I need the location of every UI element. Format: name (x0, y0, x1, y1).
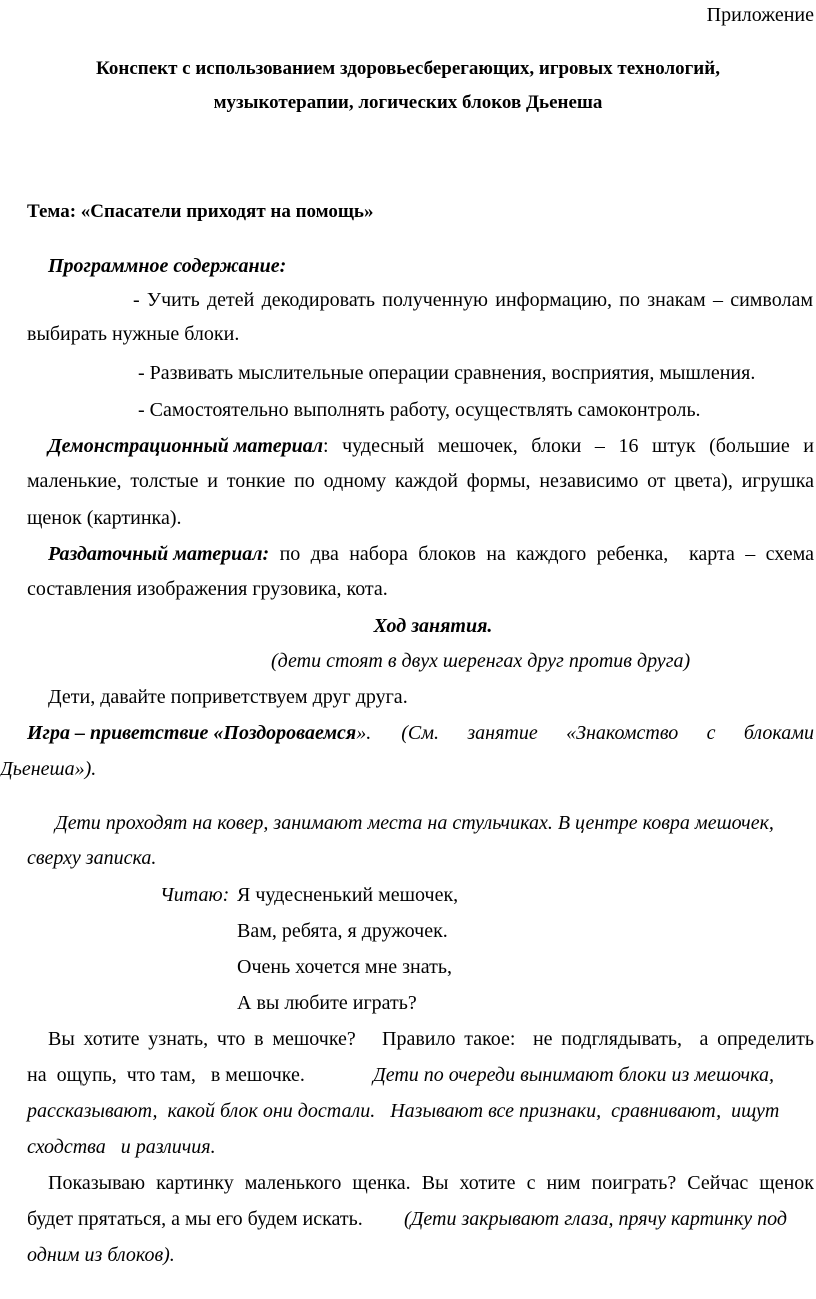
title-line-2: музыкотерапии, логических блоков Дьенеша (213, 92, 603, 113)
game-line-2: Дьенеша»). (0, 758, 97, 780)
bag-line-4: сходства и различия. (27, 1136, 216, 1158)
appendix-label: Приложение (706, 4, 814, 26)
puppy-line-3: одним из блоков). (27, 1244, 175, 1266)
game-ref: (См. занятие «Знакомство с блоками (401, 722, 814, 744)
title-line-1: Конспект с использованием здоровьесберегающих, игровых технологий, (96, 58, 720, 79)
demo-line-3: щенок (картинка). (27, 507, 182, 529)
poem-line-2: Вам, ребята, я дружочек. (237, 920, 448, 942)
game-line-1 (27, 721, 814, 745)
puppy-line-1: Показываю картинку маленького щенка. Вы хотите с ним поиграть? Сейчас щенок (48, 1172, 814, 1194)
handout-line-1 (48, 542, 814, 566)
puppy-line-2-italic: (Дети закрывают глаза, прячу картинку под (404, 1208, 788, 1230)
program-item-3: - Самостоятельно выполнять работу, осуществлять самоконтроль. (138, 399, 701, 421)
bag-line-2 (27, 1063, 814, 1087)
poem-line-4: А вы любите играть? (237, 992, 417, 1014)
bag-line-2-plain: на ощупь, что там, в мешочке. (27, 1064, 305, 1086)
game-label: Игра – приветствие «Поздороваемся (27, 722, 357, 744)
stage-note: (дети стоят в двух шеренгах друг против друга) (271, 650, 691, 672)
program-item-1-line-1: - Учить детей декодировать полученную информацию, по знакам – символам (133, 289, 813, 311)
program-item-2: - Развивать мыслительные операции сравнения, восприятия, мышления. (138, 362, 756, 384)
demo-label: Демонстрационный материал (48, 435, 323, 457)
poem-line-3: Очень хочется мне знать, (237, 956, 452, 978)
topic: Тема: «Спасатели приходят на помощь» (27, 201, 374, 222)
bag-line-3: рассказывают, какой блок они достали. Называют все признаки, сравнивают, ищут (27, 1100, 780, 1122)
program-item-1-line-2: выбирать нужные блоки. (27, 323, 240, 345)
handout-line-2: составления изображения грузовика, кота. (27, 578, 388, 600)
puppy-line-2-plain: будет прятаться, а мы его будем искать. (27, 1208, 363, 1230)
demo-text: : чудесный мешочек, блоки – 16 штук (большие и (323, 435, 814, 457)
carpet-line-2: сверху записка. (27, 847, 157, 869)
handout-text: по два набора блоков на каждого ребенка, карта – схема (269, 543, 814, 565)
poem-reader: Читаю: (160, 884, 230, 906)
game-label-end: ». (356, 722, 372, 744)
bag-line-1: Вы хотите узнать, что в мешочке? Правило такое: не подглядывать, а определить (48, 1028, 814, 1050)
demo-line-1 (48, 434, 814, 458)
greeting: Дети, давайте поприветствуем друг друга. (48, 686, 408, 708)
course-heading: Ход занятия. (373, 615, 493, 637)
program-heading: Программное содержание: (48, 255, 287, 277)
demo-line-2: маленькие, толстые и тонкие по одному каждой формы, независимо от цвета), игрушка (27, 470, 814, 492)
carpet-line-1: Дети проходят на ковер, занимают места на стульчиках. В центре ковра мешочек, (55, 812, 774, 834)
bag-line-2-italic: Дети по очереди вынимают блоки из мешочка, (373, 1064, 774, 1086)
poem-line-1: Я чудесненький мешочек, (237, 884, 459, 906)
handout-label: Раздаточный материал: (48, 543, 270, 565)
puppy-line-2 (27, 1207, 814, 1231)
